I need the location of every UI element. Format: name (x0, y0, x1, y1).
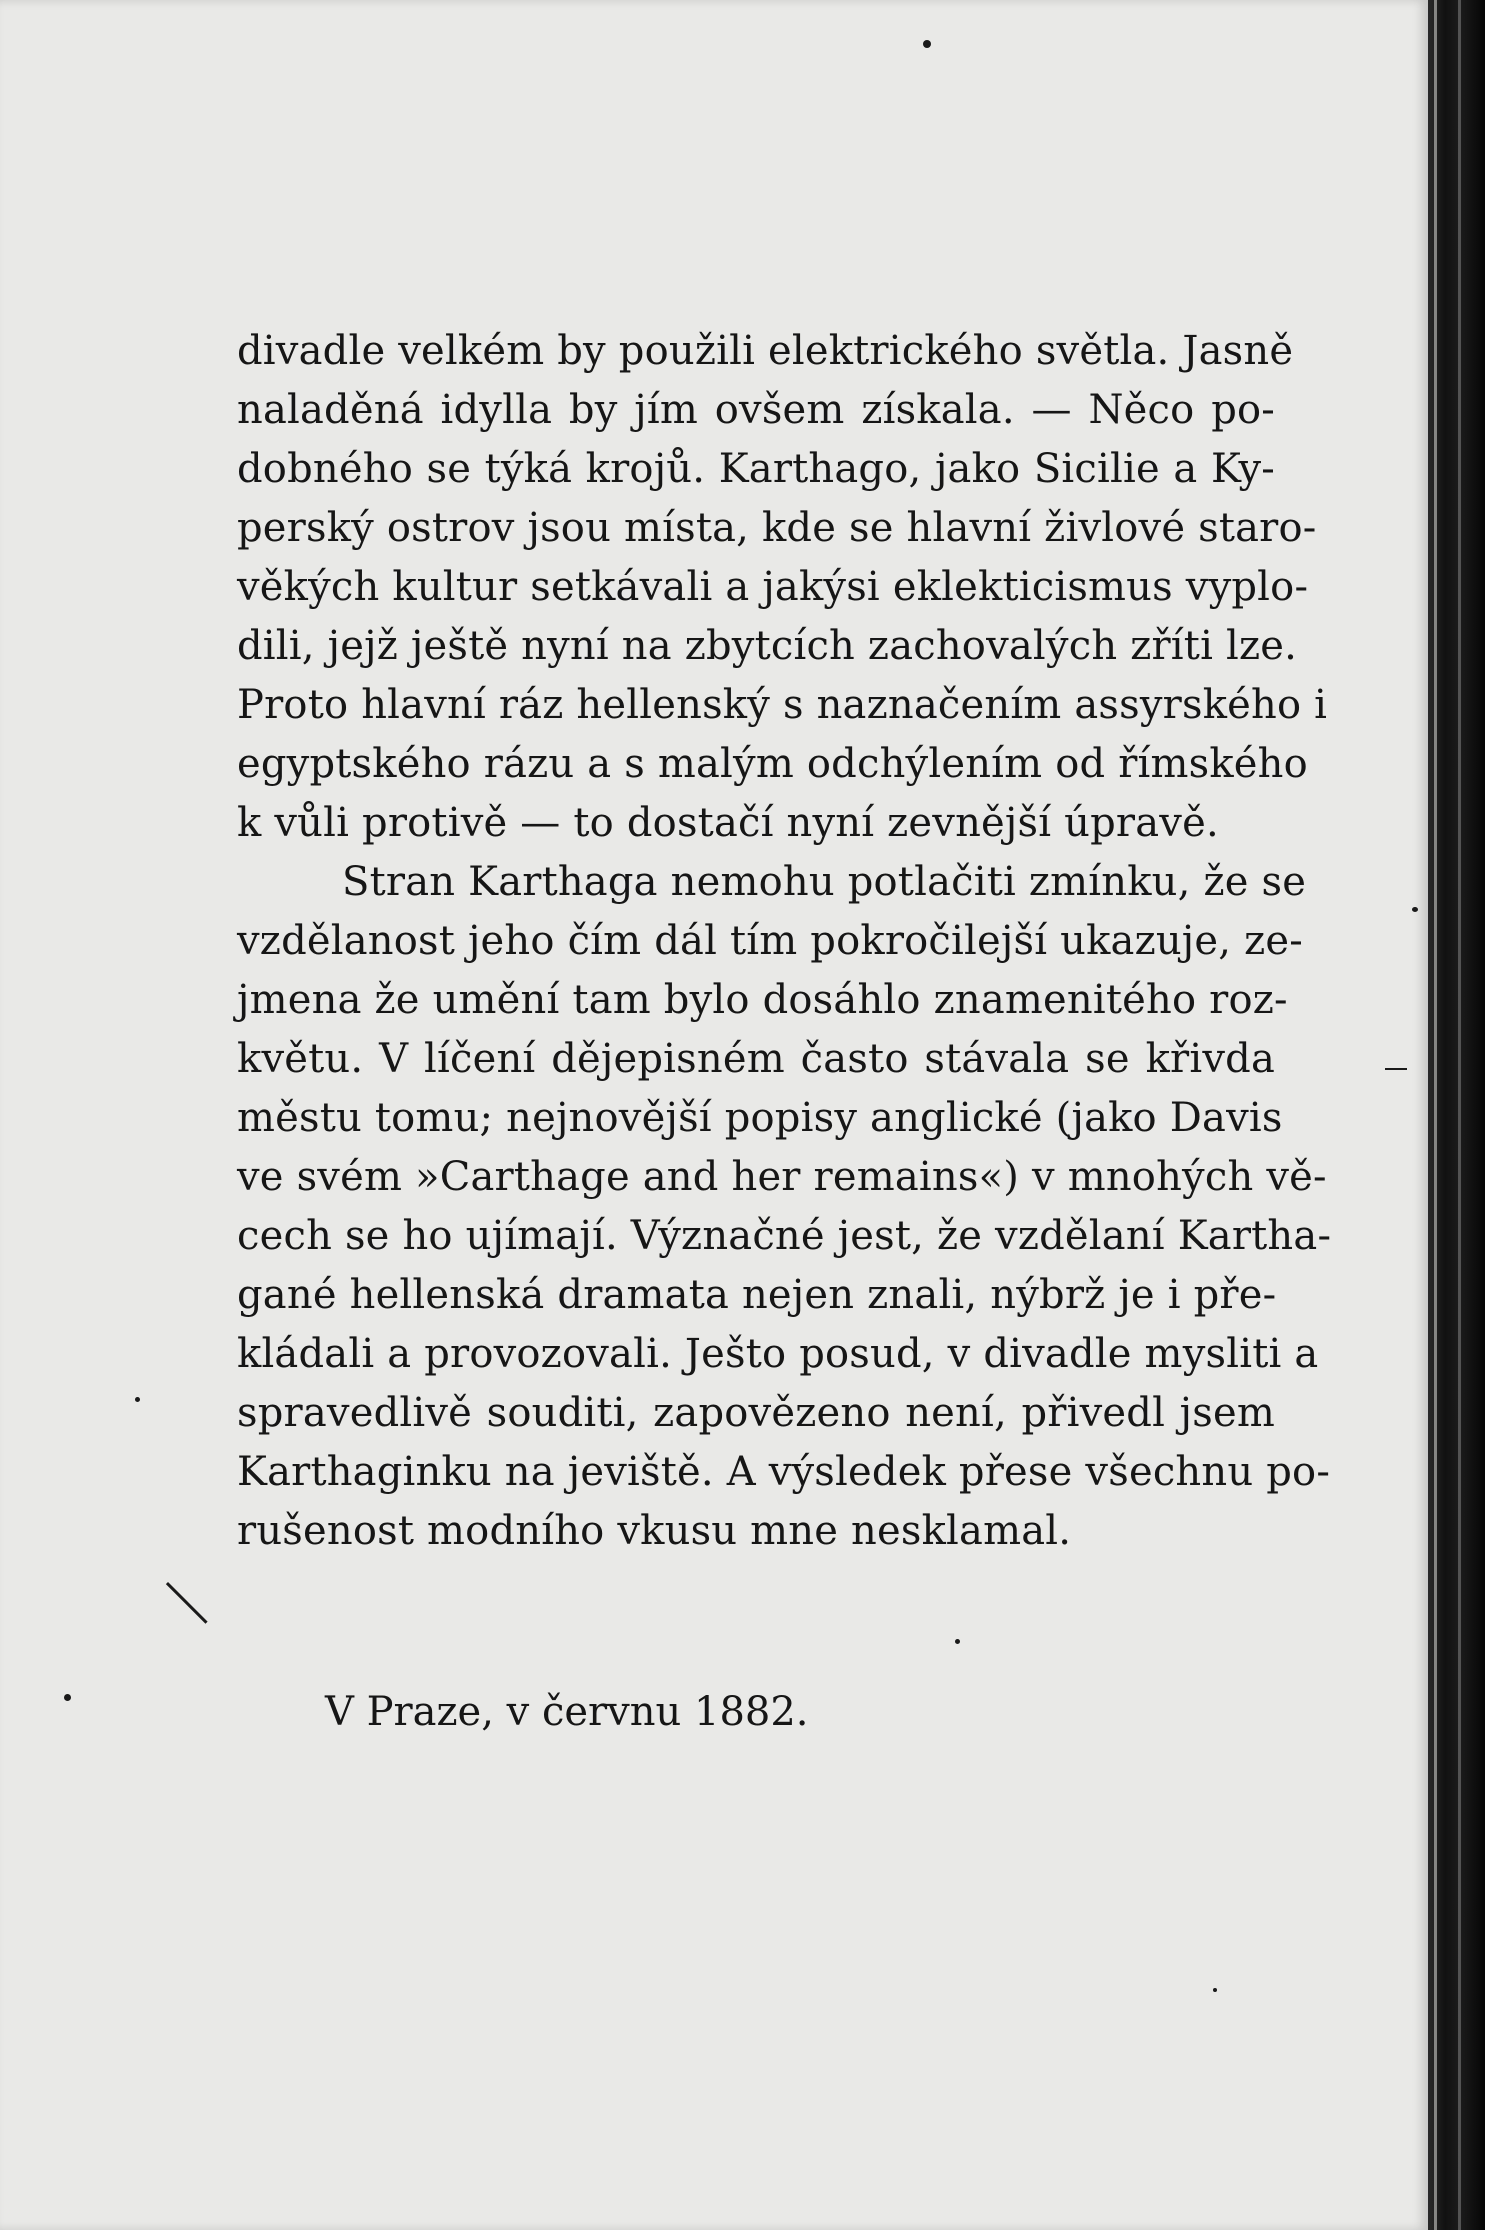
text-line: perský ostrov jsou místa, kde se hlavní živlové staro- (237, 505, 1317, 551)
text-line: městu tomu; nejnovější popisy anglické (jako Davis (237, 1095, 1283, 1141)
paragraph-1 (237, 322, 1328, 853)
scan-scratch (166, 1582, 208, 1624)
body-text (237, 322, 1332, 1561)
book-edge (1428, 0, 1485, 2230)
text-line: vzdělanost jeho čím dál tím pokročilejší ukazuje, ze- (237, 918, 1303, 964)
edge-highlight (1458, 0, 1461, 2230)
text-line: k vůli protivě — to dostačí nyní zevnější úpravě. (237, 800, 1219, 846)
text-line: dobného se týká krojů. Karthago, jako Sicilie a Ky- (237, 446, 1275, 492)
edge-highlight (1434, 0, 1437, 2230)
scan-speck (64, 1694, 71, 1701)
scan-scratch (1385, 1068, 1407, 1070)
text-line: jmena že umění tam bylo dosáhlo znamenitého roz- (237, 977, 1288, 1023)
text-line: divadle velkém by použili elektrického světla. Jasně (237, 328, 1294, 374)
text-line: rušenost modního vkusu mne nesklamal. (237, 1508, 1072, 1554)
scan-speck (1412, 907, 1418, 912)
scan-speck (135, 1397, 140, 1402)
text-line: věkých kultur setkávali a jakýsi eklekticismus vyplo- (237, 564, 1309, 610)
text-line: cech se ho ujímají. Význačné jest, že vzdělaní Kartha- (237, 1213, 1332, 1259)
text-line: ve svém »Carthage and her remains«) v mnohých vě- (237, 1154, 1327, 1200)
text-line: egyptského rázu a s malým odchýlením od římského (237, 741, 1308, 787)
scan-speck (923, 40, 931, 48)
text-line: květu. V líčení dějepisném často stávala se křivda (237, 1036, 1275, 1082)
text-line: gané hellenská dramata nejen znali, nýbrž je i pře- (237, 1272, 1277, 1318)
text-line: kládali a provozovali. Ješto posud, v divadle mysliti a (237, 1331, 1319, 1377)
place-date-signature: V Praze, v červnu 1882. (325, 1689, 809, 1735)
scan-speck (1213, 1988, 1217, 1992)
text-line: Stran Karthaga nemohu potlačiti zmínku, že se (342, 859, 1307, 905)
paragraph-2 (237, 853, 1332, 1561)
scan-speck (955, 1639, 960, 1644)
text-line: Karthaginku na jeviště. A výsledek přese všechnu po- (237, 1449, 1331, 1495)
text-line: spravedlivě souditi, zapovězeno není, přivedl jsem (237, 1390, 1275, 1436)
text-line: naladěná idylla by jím ovšem získala. — Něco po- (237, 387, 1275, 433)
text-line: Proto hlavní ráz hellenský s naznačením assyrského i (237, 682, 1328, 728)
text-line: dili, jejž ještě nyní na zbytcích zachovalých zříti lze. (237, 623, 1298, 669)
